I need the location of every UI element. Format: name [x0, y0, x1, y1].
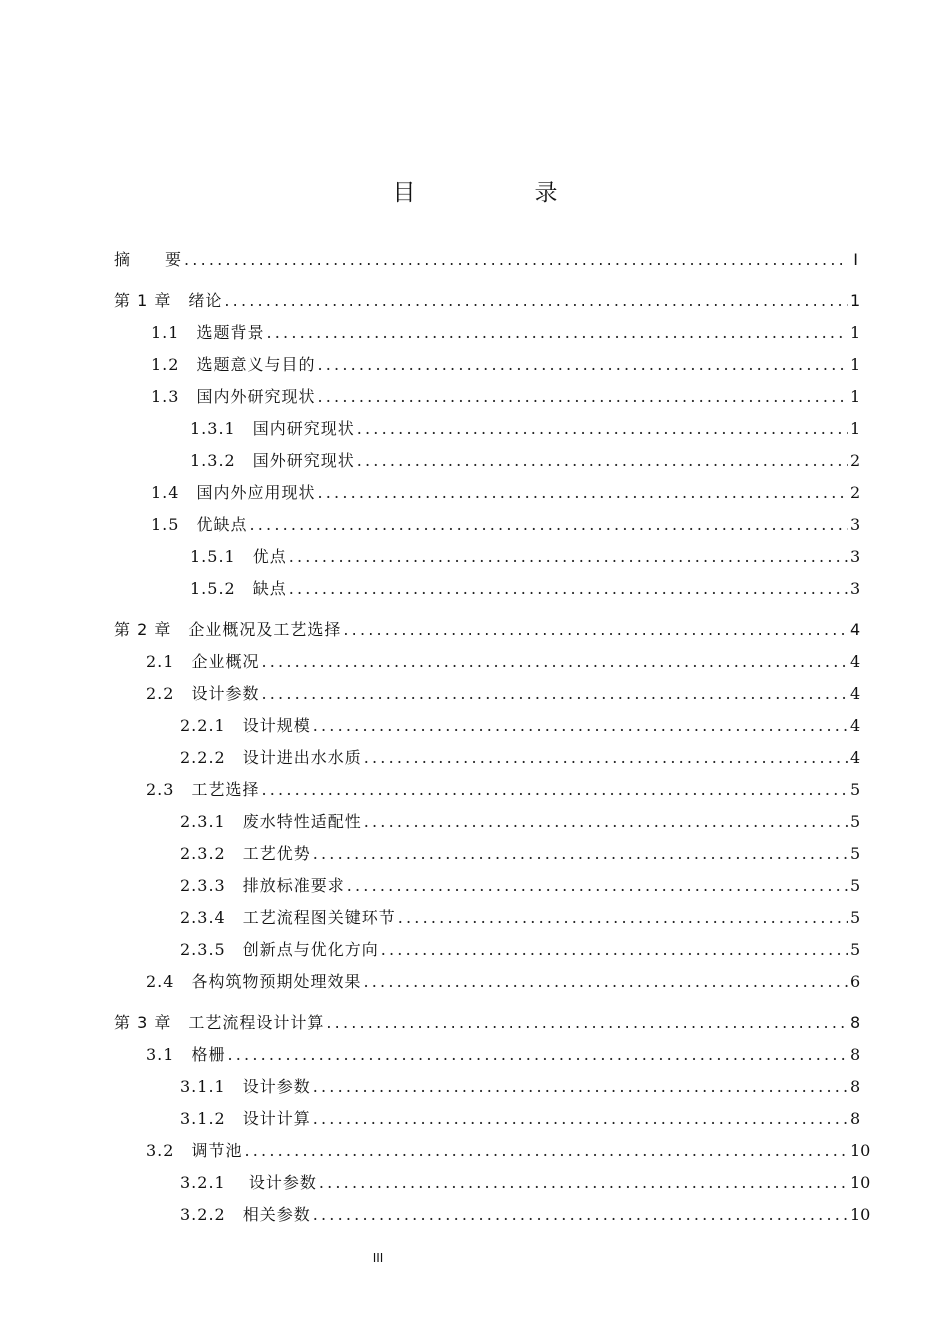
toc-entry-title: 选题背景: [196, 323, 265, 342]
toc-entry-page: 6: [850, 972, 861, 991]
toc-entry-title: 废水特性适配性: [242, 812, 362, 831]
toc-entry-page: 4: [850, 652, 861, 671]
toc-dot-leader: [357, 413, 848, 445]
toc-entry-number: 1.4: [151, 483, 197, 502]
toc-entry-row[interactable]: [0, 934, 950, 966]
toc-entry-number: 2.3.1: [180, 812, 243, 831]
toc-entry-page: 5: [850, 812, 861, 831]
toc-dot-leader: [289, 573, 848, 605]
toc-dot-leader: [313, 1199, 848, 1231]
toc-entry-page: 3: [850, 515, 861, 534]
toc-entry-page: 10: [850, 1141, 871, 1160]
toc-entry-title: 创新点与优化方向: [242, 940, 379, 959]
toc-entry-number: 摘 要: [114, 250, 183, 269]
toc-entry-title: 国内外应用现状: [196, 483, 316, 502]
toc-dot-leader: [317, 381, 848, 413]
toc-entry-number: 第 1 章: [114, 291, 189, 310]
toc-entry-page: 1: [850, 323, 861, 342]
toc-dot-leader: [249, 509, 848, 541]
toc-entry-page: 2: [850, 483, 861, 502]
toc-dot-leader: [313, 1071, 848, 1103]
toc-entry-number: 1.5.2: [190, 579, 253, 598]
toc-entry-number: 第 3 章: [114, 1013, 189, 1032]
toc-entry-page: 5: [850, 780, 861, 799]
toc-dot-leader: [224, 285, 848, 317]
toc-entry-page: 1: [850, 419, 861, 438]
toc-entry-number: 2.1: [146, 652, 192, 671]
toc-entry-title: 相关参数: [242, 1205, 311, 1224]
toc-entry-title: 格栅: [191, 1045, 226, 1064]
toc-entry-number: 1.3: [151, 387, 197, 406]
toc-entry-page: 4: [850, 684, 861, 703]
toc-entry-page: I: [853, 250, 858, 269]
toc-entry-number: 第 2 章: [114, 620, 189, 639]
table-of-contents: [0, 244, 950, 1231]
toc-dot-leader: [398, 902, 848, 934]
toc-dot-leader: [261, 678, 848, 710]
toc-dot-leader: [319, 1167, 848, 1199]
toc-entry-row[interactable]: [0, 1135, 950, 1167]
toc-entry-page: 8: [850, 1077, 861, 1096]
toc-entry-row[interactable]: [0, 573, 950, 605]
toc-entry-row[interactable]: [0, 1103, 950, 1135]
toc-entry-row[interactable]: [0, 774, 950, 806]
toc-entry-title: 国内外研究现状: [196, 387, 316, 406]
toc-entry-row[interactable]: [0, 806, 950, 838]
toc-entry-number: 1.3.1: [190, 419, 253, 438]
toc-entry-title: 企业概况及工艺选择: [188, 620, 342, 639]
toc-dot-leader: [347, 870, 848, 902]
toc-entry-number: 3.2.2: [180, 1205, 243, 1224]
toc-dot-leader: [343, 614, 848, 646]
toc-dot-leader: [313, 1103, 848, 1135]
toc-dot-leader: [317, 349, 848, 381]
toc-entry-page: 5: [850, 876, 861, 895]
toc-entry-page: 10: [850, 1173, 871, 1192]
toc-entry-page: 8: [850, 1013, 861, 1032]
toc-entry-number: 2.2.1: [180, 716, 243, 735]
toc-entry-page: 3: [850, 579, 861, 598]
toc-entry-number: 1.1: [151, 323, 197, 342]
toc-entry-page: 1: [850, 355, 861, 374]
toc-entry-title: 国内研究现状: [252, 419, 355, 438]
toc-entry-row[interactable]: [0, 509, 950, 541]
toc-entry-number: 1.5.1: [190, 547, 253, 566]
toc-entry-row[interactable]: [0, 1167, 950, 1199]
toc-entry-title: 调节池: [191, 1141, 243, 1160]
toc-entry-page: 1: [850, 291, 861, 310]
toc-entry-page: 4: [850, 748, 861, 767]
toc-dot-leader: [326, 1007, 848, 1039]
toc-entry-row[interactable]: [0, 381, 950, 413]
toc-entry-number: 3.1.1: [180, 1077, 243, 1096]
toc-entry-number: 1.2: [151, 355, 197, 374]
toc-dot-leader: [364, 742, 848, 774]
toc-dot-leader: [266, 317, 848, 349]
toc-dot-leader: [317, 477, 848, 509]
toc-entry-row[interactable]: [0, 742, 950, 774]
toc-entry-title: 缺点: [252, 579, 287, 598]
toc-entry-title: 绪论: [188, 291, 223, 310]
toc-entry-number: 2.2: [146, 684, 192, 703]
toc-entry-page: 8: [850, 1045, 861, 1064]
toc-entry-number: 3.1.2: [180, 1109, 243, 1128]
toc-dot-leader: [381, 934, 848, 966]
toc-entry-row[interactable]: [0, 710, 950, 742]
toc-entry-row[interactable]: [0, 317, 950, 349]
toc-entry-title: 设计参数: [248, 1173, 317, 1192]
toc-dot-leader: [261, 774, 848, 806]
toc-entry-page: 10: [850, 1205, 871, 1224]
toc-entry-page: 4: [850, 716, 861, 735]
toc-entry-title: 工艺流程设计计算: [188, 1013, 325, 1032]
toc-entry-title: 设计计算: [242, 1109, 311, 1128]
toc-dot-leader: [357, 445, 848, 477]
toc-entry-row[interactable]: [0, 477, 950, 509]
toc-entry-number: 2.3.3: [180, 876, 243, 895]
toc-entry-number: 1.3.2: [190, 451, 253, 470]
toc-entry-number: 3.2: [146, 1141, 192, 1160]
toc-entry-number: 2.3.5: [180, 940, 243, 959]
toc-entry-number: 3.1: [146, 1045, 192, 1064]
toc-entry-title: 设计参数: [191, 684, 260, 703]
toc-entry-page: 5: [850, 844, 861, 863]
toc-entry-row[interactable]: [0, 1039, 950, 1071]
toc-entry-number: 1.5: [151, 515, 197, 534]
toc-dot-leader: [184, 244, 848, 276]
toc-chapter-row[interactable]: [0, 285, 950, 317]
toc-entry-title: 工艺优势: [242, 844, 311, 863]
toc-entry-row[interactable]: [0, 349, 950, 381]
toc-entry-number: 2.4: [146, 972, 192, 991]
toc-dot-leader: [289, 541, 848, 573]
toc-entry-title: 优点: [252, 547, 287, 566]
toc-entry-number: 3.2.1: [180, 1173, 249, 1192]
toc-dot-leader: [363, 966, 848, 998]
toc-entry-page: 3: [850, 547, 861, 566]
toc-entry-title: 工艺流程图关键环节: [242, 908, 396, 927]
toc-entry-title: 优缺点: [196, 515, 248, 534]
toc-entry-title: 排放标准要求: [242, 876, 345, 895]
toc-entry-row[interactable]: [0, 1071, 950, 1103]
toc-entry-row[interactable]: [0, 541, 950, 573]
toc-entry-row[interactable]: [0, 966, 950, 998]
toc-entry-page: 4: [850, 620, 861, 639]
toc-dot-leader: [227, 1039, 848, 1071]
toc-entry-title: 国外研究现状: [252, 451, 355, 470]
toc-entry-number: 2.3.4: [180, 908, 243, 927]
footer-page-number: III: [372, 1251, 384, 1265]
page-title: 目 录: [392, 180, 606, 206]
toc-dot-leader: [261, 646, 848, 678]
toc-entry-page: 2: [850, 451, 861, 470]
toc-entry-title: 工艺选择: [191, 780, 260, 799]
toc-entry-row[interactable]: [0, 838, 950, 870]
toc-dot-leader: [313, 838, 848, 870]
toc-dot-leader: [244, 1135, 848, 1167]
toc-entry-page: 8: [850, 1109, 861, 1128]
toc-entry-title: 企业概况: [191, 652, 260, 671]
toc-entry-row[interactable]: [0, 678, 950, 710]
toc-entry-row[interactable]: [0, 413, 950, 445]
toc-entry-row[interactable]: [0, 870, 950, 902]
toc-entry-page: 5: [850, 940, 861, 959]
toc-entry-page: 5: [850, 908, 861, 927]
toc-entry-title: 各构筑物预期处理效果: [191, 972, 362, 991]
toc-chapter-row[interactable]: [0, 1007, 950, 1039]
toc-entry-page: 1: [850, 387, 861, 406]
toc-entry-title: 设计规模: [242, 716, 311, 735]
toc-entry-number: 2.3.2: [180, 844, 243, 863]
toc-dot-leader: [313, 710, 848, 742]
toc-entry-number: 2.2.2: [180, 748, 243, 767]
toc-entry-title: 设计进出水水质: [242, 748, 362, 767]
toc-entry-row[interactable]: [0, 1199, 950, 1231]
toc-entry-row[interactable]: [0, 902, 950, 934]
toc-entry-title: 设计参数: [242, 1077, 311, 1096]
toc-chapter-row[interactable]: [0, 244, 950, 276]
toc-dot-leader: [364, 806, 848, 838]
toc-chapter-row[interactable]: [0, 614, 950, 646]
toc-entry-row[interactable]: [0, 646, 950, 678]
toc-entry-title: 选题意义与目的: [196, 355, 316, 374]
toc-entry-number: 2.3: [146, 780, 192, 799]
toc-entry-row[interactable]: [0, 445, 950, 477]
